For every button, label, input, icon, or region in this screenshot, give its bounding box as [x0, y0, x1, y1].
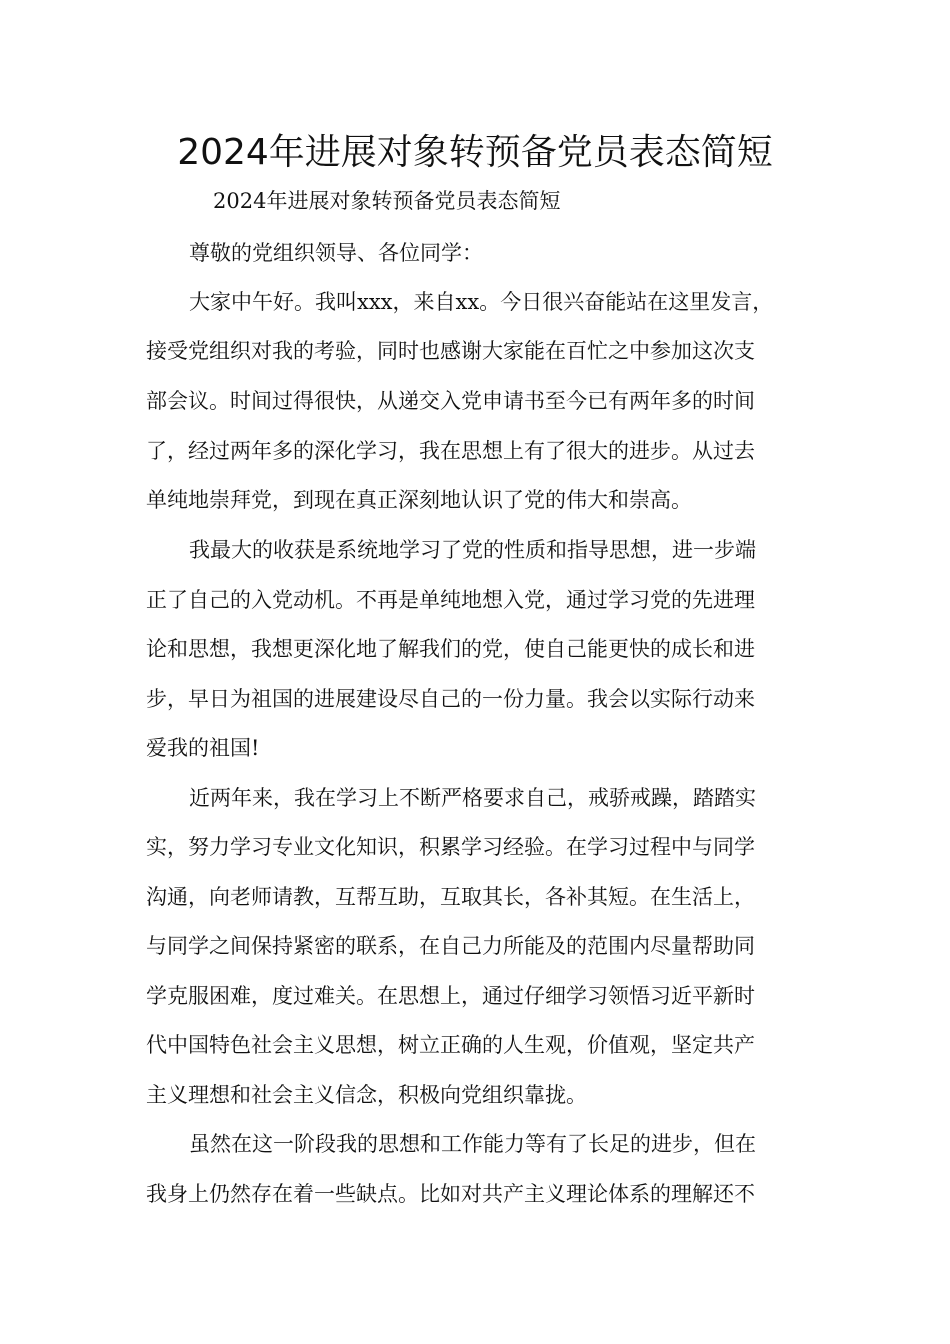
document-title: 2024年进展对象转预备党员表态简短 [177, 132, 773, 173]
paragraph-line: 我最大的收获是系统地学习了党的性质和指导思想，进一步端 [189, 538, 756, 562]
paragraph-line: 近两年来，我在学习上不断严格要求自己，戒骄戒躁，踏踏实 [189, 786, 756, 810]
document-subtitle: 2024年进展对象转预备党员表态简短 [213, 189, 561, 213]
paragraph-line: 部会议。时间过得很快，从递交入党申请书至今已有两年多的时间 [146, 389, 755, 413]
paragraph-line: 学克服困难，度过难关。在思想上，通过仔细学习领悟习近平新时 [146, 984, 755, 1008]
paragraph-line: 主义理想和社会主义信念，积极向党组织靠拢。 [146, 1083, 587, 1107]
paragraph-line: 论和思想，我想更深化地了解我们的党，使自己能更快的成长和进 [146, 637, 755, 661]
paragraph-line: 实，努力学习专业文化知识，积累学习经验。在学习过程中与同学 [146, 835, 755, 859]
paragraph-line: 代中国特色社会主义思想，树立正确的人生观，价值观，坚定共产 [146, 1033, 755, 1057]
paragraph-line: 与同学之间保持紧密的联系，在自己力所能及的范围内尽量帮助同 [146, 934, 755, 958]
salutation: 尊敬的党组织领导、各位同学： [189, 241, 483, 265]
paragraph-line: 爱我的祖国! [146, 736, 260, 760]
paragraph-line: 接受党组织对我的考验，同时也感谢大家能在百忙之中参加这次支 [146, 339, 755, 363]
paragraph-line: 虽然在这一阶段我的思想和工作能力等有了长足的进步，但在 [189, 1132, 756, 1156]
paragraph-line: 我身上仍然存在着一些缺点。比如对共产主义理论体系的理解还不 [146, 1182, 755, 1206]
paragraph-line: 单纯地崇拜党，到现在真正深刻地认识了党的伟大和崇高。 [146, 488, 692, 512]
paragraph-line: 正了自己的入党动机。不再是单纯地想入党，通过学习党的先进理 [146, 588, 755, 612]
paragraph-line: 大家中午好。我叫xxx，来自xx。今日很兴奋能站在这里发言， [189, 290, 774, 314]
paragraph-line: 沟通，向老师请教，互帮互助，互取其长，各补其短。在生活上， [146, 885, 755, 909]
paragraph-line: 步，早日为祖国的进展建设尽自己的一份力量。我会以实际行动来 [146, 687, 755, 711]
paragraph-line: 了，经过两年多的深化学习，我在思想上有了很大的进步。从过去 [146, 439, 755, 463]
